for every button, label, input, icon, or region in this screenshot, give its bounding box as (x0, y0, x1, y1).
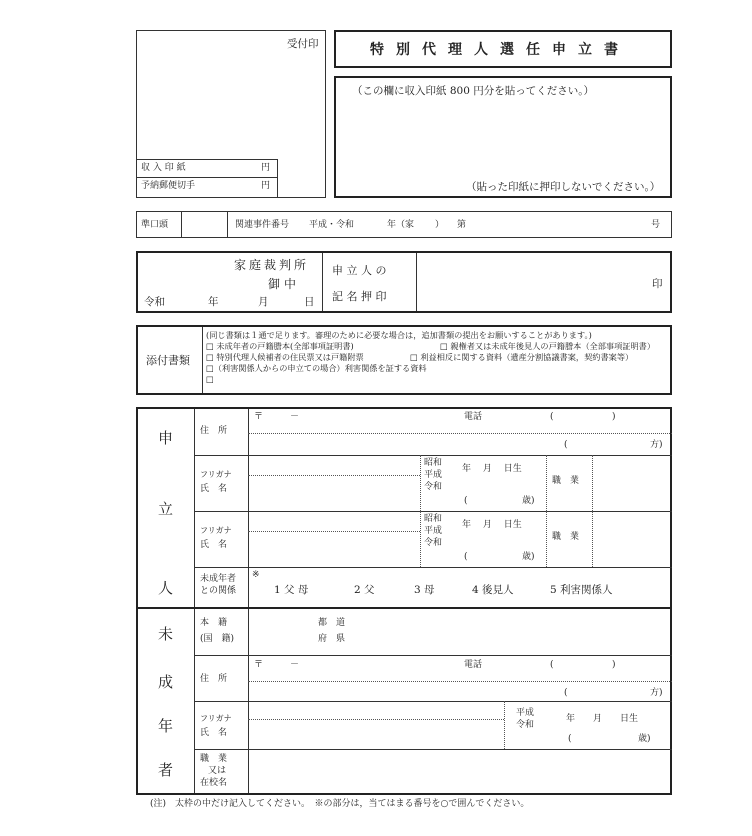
attachments-label: 添付書類 (146, 354, 190, 367)
applicant2-era-heisei: 平成 (424, 526, 443, 536)
postage-label: 予納郵便切手 (141, 181, 196, 191)
applicant-furigana-2: フリガナ (200, 526, 232, 535)
case-year: 年（家 (387, 220, 415, 230)
attachment-item-4[interactable]: □ 利益相反に関する資料（遺産分割協議書案，契約書案等） (410, 352, 634, 362)
case-dai: 第 (457, 220, 467, 230)
applicant-sign-label-2: 記 名 押 印 (332, 290, 387, 303)
minor-careof-close: 方) (650, 688, 663, 698)
case-go: 号 (651, 220, 661, 230)
party-table (136, 407, 672, 795)
minor-occ-label-1: 職 業 (200, 754, 228, 764)
applicant1-age-open: ( (464, 496, 468, 506)
relation-option-1[interactable]: 1 父 母 (274, 584, 309, 596)
case-era: 平成・令和 (309, 220, 355, 230)
minor-phone-open: ( (550, 660, 554, 670)
applicant1-ymd: 年 月 日生 (462, 464, 522, 474)
relation-option-4[interactable]: 4 後見人 (472, 584, 514, 596)
applicant2-era-showa: 昭和 (424, 514, 443, 524)
minor-ymd: 年 月 日生 (566, 714, 639, 724)
case-row (136, 211, 672, 238)
filing-year: 年 (208, 296, 219, 308)
applicant1-age-close: 歳) (522, 496, 535, 506)
minor-todo: 都 道 (318, 618, 346, 628)
case-paren: ） (435, 220, 445, 230)
applicant-name-label-1: 氏 名 (200, 484, 228, 494)
minor-side-1: 未 (158, 625, 174, 643)
applicant-side-1: 申 (158, 429, 174, 447)
applicant-postal[interactable]: 〒 － (254, 412, 300, 422)
filing-era: 令和 (144, 296, 165, 308)
stamp-paste-box (334, 76, 672, 198)
minor-occ-label-2: 又は (208, 766, 227, 776)
attachment-item-2[interactable]: □ 親権者又は未成年後見人の戸籍謄本（全部事項証明書） (440, 341, 656, 351)
minor-domicile-label-1: 本 籍 (200, 618, 228, 628)
applicant-careof-close: 方) (650, 440, 663, 450)
filing-month: 月 (258, 296, 269, 308)
title-box (334, 30, 672, 68)
verbal-label: 準口頭 (141, 220, 169, 230)
attachment-item-5[interactable]: □（利害関係人からの申立ての場合）利害関係を証する資料 (206, 363, 427, 373)
receipt-stamp-label: 受付印 (287, 38, 319, 50)
applicant-phone-close: ) (612, 412, 616, 422)
receipt-box (136, 30, 326, 198)
stamp-note: （貼った印紙に押印しないでください。） (466, 181, 661, 193)
minor-era-reiwa: 令和 (516, 720, 535, 730)
applicant1-era-reiwa: 令和 (424, 482, 443, 492)
minor-age-open: ( (568, 734, 572, 744)
applicant-careof-open: ( (564, 440, 568, 450)
page-title: 特別代理人選任申立書 (370, 42, 630, 58)
applicant1-era-showa: 昭和 (424, 458, 443, 468)
applicant-furigana-1: フリガナ (200, 470, 232, 479)
applicant2-age-close: 歳) (522, 552, 535, 562)
court-name: 家庭裁判所 (234, 258, 310, 272)
relation-option-2[interactable]: 2 父 (354, 584, 375, 596)
minor-furigana: フリガナ (200, 714, 232, 723)
revenue-stamp-label: 収 入 印 紙 (141, 163, 186, 173)
applicant1-era-heisei: 平成 (424, 470, 443, 480)
applicant-side-3: 人 (158, 579, 174, 597)
relation-label-1: 未成年者 (200, 574, 237, 584)
minor-phone-label: 電話 (464, 660, 483, 670)
postage-yen: 円 (261, 181, 271, 191)
attachments-box (136, 325, 672, 395)
filing-day: 日 (304, 296, 315, 308)
minor-era-heisei: 平成 (516, 708, 535, 718)
minor-postal[interactable]: 〒 － (254, 660, 300, 670)
minor-occ-label-3: 在校名 (200, 778, 228, 788)
minor-careof-open: ( (564, 688, 568, 698)
minor-phone-close: ) (612, 660, 616, 670)
related-case-label: 関連事件番号 (235, 220, 290, 230)
attachment-item-6[interactable]: □ (206, 374, 214, 384)
applicant2-ymd: 年 月 日生 (462, 520, 522, 530)
applicant-name-label-2: 氏 名 (200, 540, 228, 550)
minor-name-label: 氏 名 (200, 728, 228, 738)
revenue-yen: 円 (261, 163, 271, 173)
attachments-note: (同じ書類は１通で足ります。審理のために必要な場合は，追加書類の提出をお願いすることがあります。) (206, 330, 592, 340)
minor-address-label: 住 所 (200, 674, 228, 684)
applicant1-occupation: 職 業 (552, 476, 580, 486)
minor-fuken: 府 県 (318, 634, 346, 644)
attachment-item-3[interactable]: □ 特別代理人候補者の住民票又は戸籍附票 (206, 352, 364, 362)
relation-option-5[interactable]: 5 利害関係人 (550, 584, 613, 596)
minor-side-2: 成 (158, 673, 174, 691)
court-row (136, 251, 672, 313)
applicant-sign-label-1: 申 立 人 の (332, 264, 387, 277)
relation-label-2: との関係 (200, 586, 237, 596)
minor-side-3: 年 (158, 717, 174, 735)
applicant2-age-open: ( (464, 552, 468, 562)
seal-mark: 印 (652, 278, 663, 290)
applicant-phone-label: 電話 (464, 412, 483, 422)
minor-side-4: 者 (158, 761, 174, 779)
applicant-address-label: 住 所 (200, 426, 228, 436)
applicant2-era-reiwa: 令和 (424, 538, 443, 548)
applicant2-occupation: 職 業 (552, 532, 580, 542)
relation-mark: ※ (252, 570, 260, 580)
applicant-side-2: 立 (158, 500, 174, 518)
stamp-instruction: （この欄に収入印紙 800 円分を貼ってください。） (352, 85, 594, 97)
minor-domicile-label-2: (国 籍) (200, 634, 235, 644)
attachment-item-1[interactable]: □ 未成年者の戸籍謄本(全部事項証明書) (206, 341, 354, 351)
minor-age-close: 歳) (638, 734, 651, 744)
court-onchu: 御中 (268, 277, 301, 291)
footnote: (注) 太枠の中だけ記入してください。 ※の部分は，当てはまる番号を○で囲んでください。 (150, 799, 530, 809)
relation-option-3[interactable]: 3 母 (414, 584, 435, 596)
applicant-phone-open: ( (550, 412, 554, 422)
